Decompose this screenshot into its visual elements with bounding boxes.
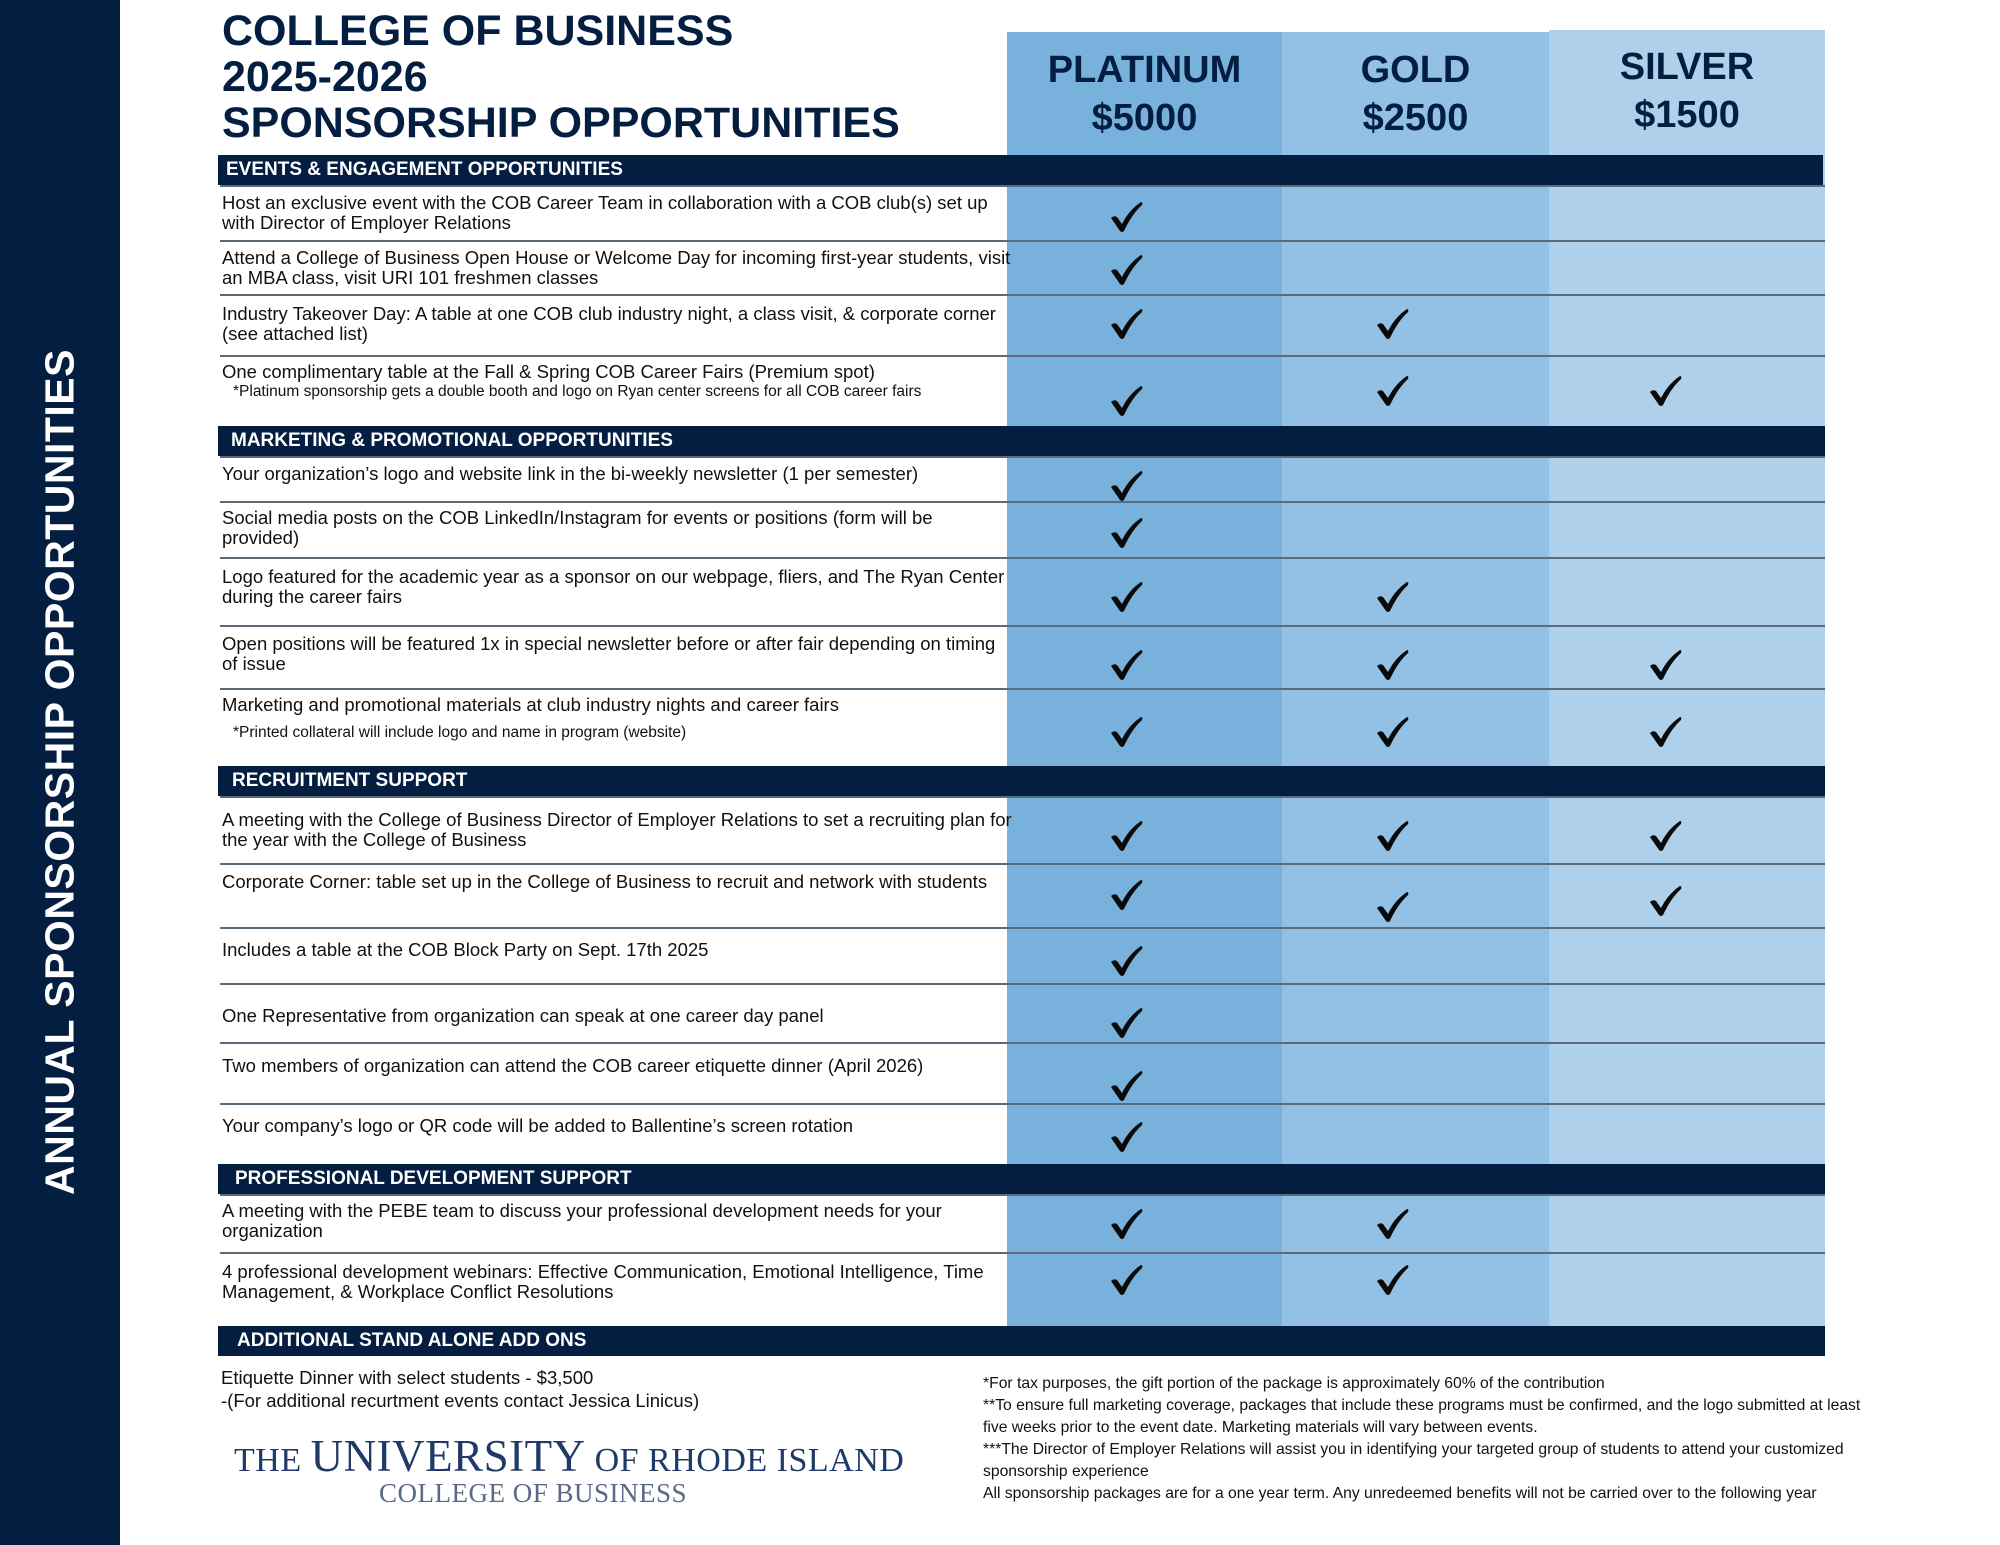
- row-note: *Printed collateral will include logo and name in program (website): [233, 724, 687, 741]
- table-row: [220, 1042, 1825, 1103]
- table-row: [220, 625, 1825, 688]
- check-platinum-icon: [1108, 1206, 1144, 1242]
- tier-gold-header: [1282, 46, 1549, 142]
- footnotes: [983, 1373, 1863, 1505]
- section-header-recruitment: RECRUITMENT SUPPORT: [218, 766, 1825, 796]
- row-label: 4 professional development webinars: Effective Communication, Emotional Intelligence, Time Management, & Workplace Conflict Resolutions: [222, 1261, 984, 1302]
- check-platinum-icon: [1108, 199, 1144, 235]
- table-row: [220, 983, 1825, 1042]
- row-label: Two members of organization can attend the COB career etiquette dinner (April 2026): [222, 1055, 924, 1076]
- row-label: Logo featured for the academic year as a sponsor on our webpage, fliers, and The Ryan Center during the career fairs: [222, 566, 1005, 607]
- tier-name: GOLD: [1360, 49, 1471, 91]
- table-row: [220, 796, 1825, 863]
- footnote: *For tax purposes, the gift portion of the package is approximately 60% of the contribution: [983, 1375, 1605, 1392]
- table-row: [220, 557, 1825, 625]
- table-row: [220, 1103, 1825, 1160]
- check-platinum-icon: [1108, 647, 1144, 683]
- addons-list: [221, 1366, 699, 1412]
- check-gold-icon: [1374, 579, 1410, 615]
- logo-of-ri: OF RHODE ISLAND: [594, 1442, 905, 1479]
- row-label: A meeting with the College of Business Director of Employer Relations to set a recruiting plan for the year with the College of Business: [222, 809, 1012, 850]
- table-row: [220, 456, 1825, 501]
- check-gold-icon: [1374, 1206, 1410, 1242]
- check-platinum-icon: [1108, 1068, 1144, 1104]
- row-label: Your company’s logo or QR code will be added to Ballentine’s screen rotation: [222, 1115, 854, 1136]
- title-line-3: SPONSORSHIP OPPORTUNITIES: [222, 99, 900, 147]
- addon-item: Etiquette Dinner with select students - $3,500: [221, 1367, 594, 1388]
- check-platinum-icon: [1108, 383, 1144, 419]
- check-platinum-icon: [1108, 1262, 1144, 1298]
- section-header-professional: PROFESSIONAL DEVELOPMENT SUPPORT: [218, 1164, 1825, 1194]
- row-label: Industry Takeover Day: A table at one COB club industry night, a class visit, & corporate corner (see attached list): [222, 303, 996, 344]
- logo-university: UNIVERSITY: [310, 1431, 586, 1481]
- tier-platinum-header: [1007, 46, 1282, 142]
- check-platinum-icon: [1108, 714, 1144, 750]
- row-label: Social media posts on the COB LinkedIn/Instagram for events or positions (form will be provided): [222, 507, 933, 548]
- title-line-1: COLLEGE OF BUSINESS: [222, 7, 734, 55]
- check-silver-icon: [1647, 883, 1683, 919]
- uri-logo: [234, 1430, 904, 1509]
- sidebar-title: ANNUAL SPONSORSHIP OPPORTUNITIES: [36, 349, 83, 1195]
- check-platinum-icon: [1108, 468, 1144, 504]
- check-silver-icon: [1647, 373, 1683, 409]
- table-row: [220, 501, 1825, 557]
- row-label: One complimentary table at the Fall & Spring COB Career Fairs (Premium spot): [222, 361, 875, 382]
- tier-price: $1500: [1634, 94, 1740, 136]
- check-platinum-icon: [1108, 943, 1144, 979]
- check-platinum-icon: [1108, 252, 1144, 288]
- tier-name: SILVER: [1619, 46, 1755, 88]
- row-label: Your organization’s logo and website link in the bi-weekly newsletter (1 per semester): [222, 463, 919, 484]
- tier-price: $2500: [1362, 97, 1469, 139]
- table-row: [220, 294, 1825, 355]
- sidebar: [0, 0, 120, 1545]
- footnote: **To ensure full marketing coverage, packages that include these programs must be confirmed, and the logo submitted at least five weeks prior to the event date. Marketing materials will vary between events.: [983, 1397, 1861, 1436]
- logo-college: COLLEGE OF BUSINESS: [379, 1478, 688, 1508]
- row-label: Host an exclusive event with the COB Career Team in collaboration with a COB club(s) set up with Director of Employer Relations: [222, 192, 988, 233]
- row-label: Marketing and promotional materials at club industry nights and career fairs: [222, 694, 839, 715]
- table-row: [220, 863, 1825, 927]
- tier-price: $5000: [1091, 97, 1198, 139]
- check-silver-icon: [1647, 818, 1683, 854]
- check-platinum-icon: [1108, 306, 1144, 342]
- row-label: Includes a table at the COB Block Party on Sept. 17th 2025: [222, 939, 709, 960]
- check-gold-icon: [1374, 1262, 1410, 1298]
- check-gold-icon: [1374, 714, 1410, 750]
- row-label: Attend a College of Business Open House or Welcome Day for incoming first-year students, visit an MBA class, visit URI 101 freshmen classes: [222, 247, 1011, 288]
- title-line-2: 2025-2026: [222, 53, 428, 101]
- tier-silver-header: [1549, 43, 1825, 139]
- row-label: A meeting with the PEBE team to discuss your professional development needs for your organization: [222, 1200, 942, 1241]
- check-platinum-icon: [1108, 1005, 1144, 1041]
- section-header-addons: ADDITIONAL STAND ALONE ADD ONS: [218, 1326, 1825, 1356]
- check-gold-icon: [1374, 306, 1410, 342]
- check-gold-icon: [1374, 818, 1410, 854]
- section-header-events: EVENTS & ENGAGEMENT OPPORTUNITIES: [218, 155, 1823, 185]
- tier-name: PLATINUM: [1047, 49, 1242, 91]
- footnote: ***The Director of Employer Relations will assist you in identifying your targeted group of students to attend your customized sponsorship experience: [983, 1441, 1844, 1480]
- check-gold-icon: [1374, 373, 1410, 409]
- addon-item: -(For additional recurtment events contact Jessica Linicus): [221, 1390, 700, 1411]
- table-row: [220, 1194, 1825, 1252]
- check-platinum-icon: [1108, 818, 1144, 854]
- footnote: All sponsorship packages are for a one year term. Any unredeemed benefits will not be carried over to the following year: [983, 1485, 1817, 1502]
- table-row: [220, 355, 1825, 421]
- table-row: [220, 1252, 1825, 1323]
- table-row: [220, 688, 1825, 760]
- table-row: [220, 240, 1825, 294]
- check-gold-icon: [1374, 889, 1410, 925]
- check-gold-icon: [1374, 647, 1410, 683]
- row-label: Open positions will be featured 1x in special newsletter before or after fair depending on timing of issue: [222, 633, 996, 674]
- row-note: *Platinum sponsorship gets a double booth and logo on Ryan center screens for all COB career fairs: [233, 383, 922, 400]
- row-label: One Representative from organization can speak at one career day panel: [222, 1005, 824, 1026]
- check-platinum-icon: [1108, 877, 1144, 913]
- check-platinum-icon: [1108, 515, 1144, 551]
- check-platinum-icon: [1108, 1119, 1144, 1155]
- section-header-marketing: MARKETING & PROMOTIONAL OPPORTUNITIES: [218, 426, 1825, 456]
- table-row: [220, 185, 1825, 240]
- check-platinum-icon: [1108, 579, 1144, 615]
- logo-the: THE: [234, 1442, 302, 1479]
- check-silver-icon: [1647, 714, 1683, 750]
- check-silver-icon: [1647, 647, 1683, 683]
- page-title: [222, 8, 900, 146]
- row-label: Corporate Corner: table set up in the College of Business to recruit and network with students: [222, 871, 988, 892]
- table-row: [220, 927, 1825, 983]
